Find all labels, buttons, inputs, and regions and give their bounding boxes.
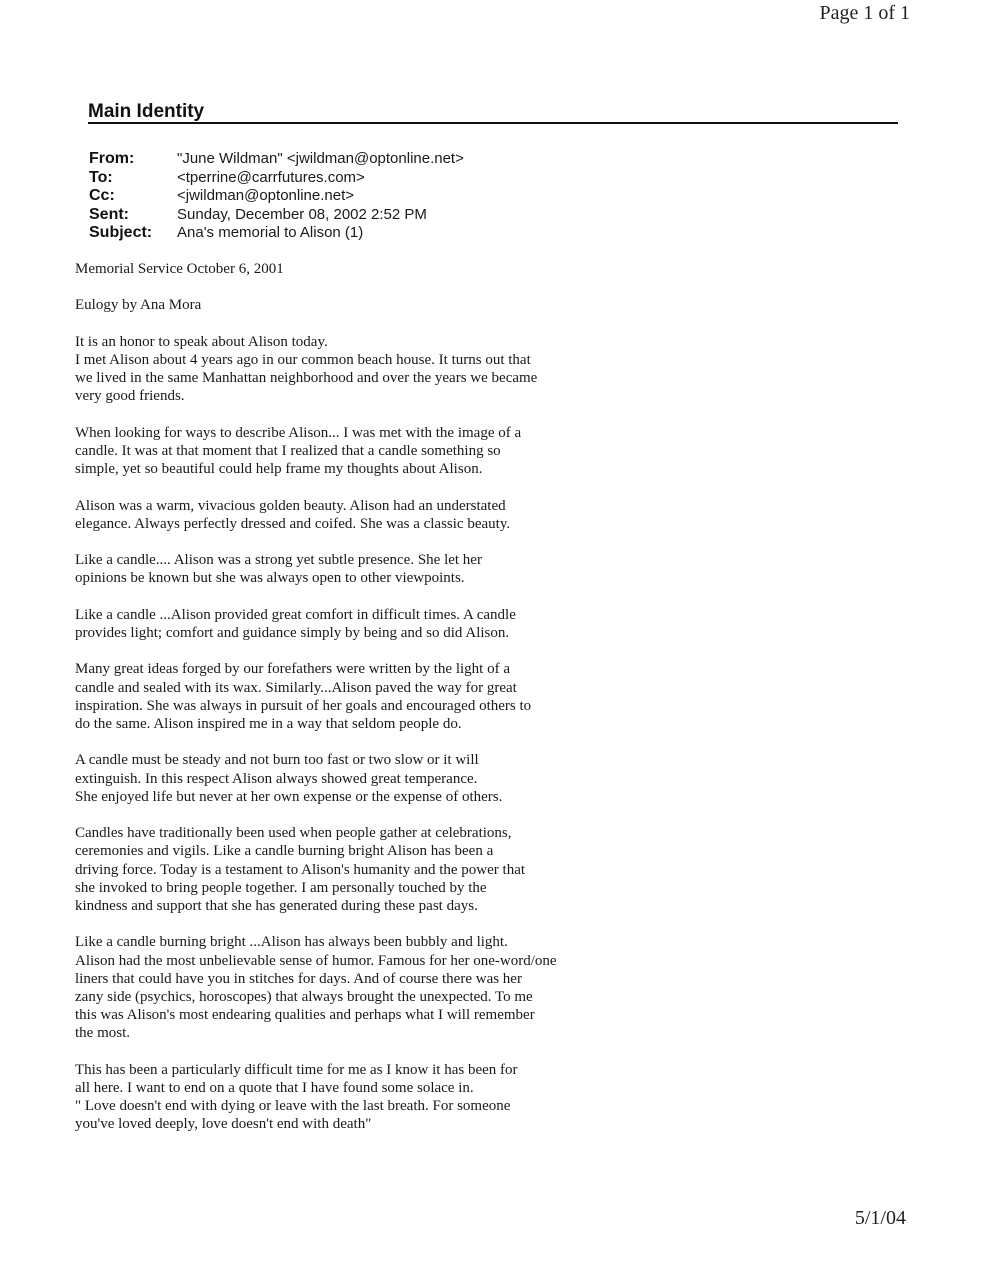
- body-paragraph: Candles have traditionally been used when people gather at celebrations, ceremonies and vigils. Like a candle burning bright Alison has been a driving force. Today is a testament to Alison's humanity and the power that she invoked to bring people together. I am personally touched by the kindness and support that she has generated during these past days.: [75, 825, 526, 914]
- header-subject: [89, 224, 464, 243]
- header-cc: [89, 187, 464, 206]
- header-to: [89, 169, 464, 188]
- body-paragraph: This has been a particularly difficult time for me as I know it has been for all here. I want to end on a quote that I have found some solace in. " Love doesn't end with dying or leave with the last breath. For someone you've loved deeply, love doesn't end with death": [75, 1061, 518, 1133]
- page-number: Page 1 of 1: [819, 2, 910, 24]
- identity-title: Main Identity: [88, 101, 205, 122]
- header-value: "June Wildman" <jwildman@optonline.net>: [177, 150, 464, 167]
- header-label: Sent:: [89, 205, 129, 223]
- body-paragraph: It is an honor to speak about Alison today. I met Alison about 4 years ago in our common beach house. It turns out that we lived in the same Manhattan neighborhood and over the years we became very good friends.: [75, 333, 538, 405]
- email-headers: [89, 150, 464, 243]
- footer-date: 5/1/04: [854, 1207, 906, 1229]
- header-from: [89, 150, 464, 169]
- email-body: [75, 260, 635, 1152]
- header-value: Sunday, December 08, 2002 2:52 PM: [177, 205, 427, 223]
- body-paragraph: Like a candle burning bright ...Alison has always been bubbly and light. Alison had the most unbelievable sense of humor. Famous for her one-word/one liners that could have you in stitches for days. And of course there was her zany side (psychics, horoscopes) that always brought the unexpected. To me this was Alison's most endearing qualities and perhaps what I will remember the most.: [75, 934, 557, 1042]
- body-paragraph: Memorial Service October 6, 2001: [75, 261, 284, 277]
- identity-rule: [88, 122, 898, 124]
- body-paragraph: Like a candle ...Alison provided great comfort in difficult times. A candle provides light; comfort and guidance simply by being and so did Alison.: [75, 606, 516, 641]
- header-label: From:: [89, 150, 135, 167]
- header-sent: [89, 206, 464, 225]
- body-paragraph: A candle must be steady and not burn too fast or two slow or it will extinguish. In this respect Alison always showed great temperance. She enjoyed life but never at her own expense or the expense of others.: [75, 752, 503, 805]
- body-paragraph: Eulogy by Ana Mora: [75, 297, 202, 314]
- body-paragraph: Alison was a warm, vivacious golden beauty. Alison had an understated elegance. Always perfectly dressed and coifed. She was a classic beauty.: [75, 497, 511, 532]
- body-paragraph: Many great ideas forged by our forefathers were written by the light of a candle and sealed with its wax. Similarly...Alison paved the way for great inspiration. She was always in pursuit of her goals and encouraged others to do the same. Alison inspired me in a way that seldom people do.: [75, 661, 532, 732]
- header-value: <tperrine@carrfutures.com>: [177, 168, 365, 186]
- body-paragraph: When looking for ways to describe Alison... I was met with the image of a candle. It was at that moment that I realized that a candle something so simple, yet so beautiful could help frame my thoughts about Alison.: [75, 424, 522, 478]
- header-label: Subject:: [89, 224, 153, 241]
- header-value: <jwildman@optonline.net>: [177, 187, 355, 204]
- identity-header: [88, 100, 898, 124]
- header-label: Cc:: [89, 187, 115, 204]
- body-paragraph: Like a candle.... Alison was a strong yet subtle presence. She let her opinions be known but she was always open to other viewpoints.: [75, 552, 482, 587]
- header-value: Ana's memorial to Alison (1): [177, 224, 364, 241]
- header-label: To:: [89, 168, 113, 186]
